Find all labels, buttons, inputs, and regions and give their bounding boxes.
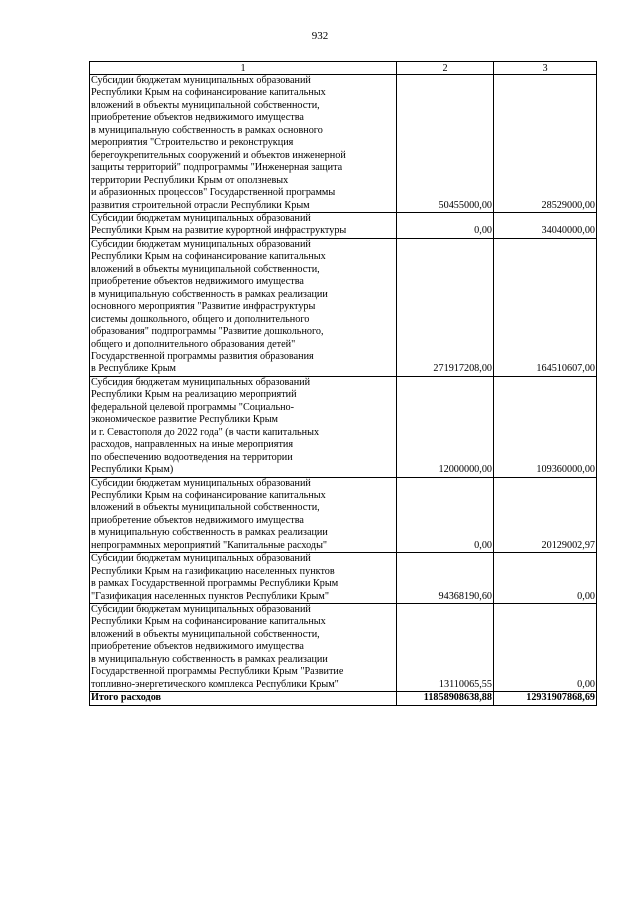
table-row [90, 477, 597, 553]
row-description: Субсидии бюджетам муниципальных образований Республики Крым на софинансирование капитальных вложений в объекты муниципальной собственности, приобретение объектов недвижимого имущества в муниципальную собственность в рамках реализации Государственной программы Республики Крым "Развитие топливно-энергетического комплекса Республики Крым" [90, 604, 397, 692]
row-amount-col3: 0,00 [494, 604, 597, 692]
column-header-2: 2 [397, 62, 494, 75]
row-amount-col2: 13110065,55 [397, 604, 494, 692]
row-amount-col3: 20129002,97 [494, 477, 597, 553]
row-description: Субсидия бюджетам муниципальных образований Республики Крым на реализацию мероприятий федеральной целевой программы "Социально- экономическое развитие Республики Крым и г. Севастополя до 2022 года" (в части капитальных расходов, направленных на иные мероприятия по обеспечению водоотведения на территории Республики Крым) [90, 376, 397, 477]
table-row [90, 75, 597, 213]
total-amount-col3: 12931907868,69 [494, 692, 597, 705]
row-amount-col3: 164510607,00 [494, 238, 597, 376]
row-amount-col3: 28529000,00 [494, 75, 597, 213]
table-row [90, 604, 597, 692]
total-row [90, 692, 597, 705]
total-amount-col2: 11858908638,88 [397, 692, 494, 705]
page-number: 932 [311, 30, 329, 42]
table-row [90, 212, 597, 238]
row-amount-col2: 0,00 [397, 212, 494, 238]
row-amount-col2: 94368190,60 [397, 553, 494, 604]
row-description: Субсидии бюджетам муниципальных образований Республики Крым на софинансирование капитальных вложений в объекты муниципальной собственности, приобретение объектов недвижимого имущества в муниципальную собственность в рамках реализации основного мероприятия "Развитие инфраструктуры системы дошкольного, общего и дополнительного образования" подпрограммы "Развитие дошкольного, общего и дополнительного образования детей" Государственной программы развития образования в Республике Крым [90, 238, 397, 376]
budget-table [89, 61, 597, 706]
row-amount-col2: 12000000,00 [397, 376, 494, 477]
total-label: Итого расходов [90, 692, 397, 705]
table-header-row [90, 62, 597, 75]
column-header-1: 1 [90, 62, 397, 75]
table-row [90, 238, 597, 376]
row-amount-col3: 34040000,00 [494, 212, 597, 238]
row-amount-col3: 109360000,00 [494, 376, 597, 477]
row-description: Субсидии бюджетам муниципальных образований Республики Крым на софинансирование капитальных вложений в объекты муниципальной собственности, приобретение объектов недвижимого имущества в муниципальную собственность в рамках реализации непрограммных мероприятий "Капитальные расходы" [90, 477, 397, 553]
row-amount-col3: 0,00 [494, 553, 597, 604]
row-description: Субсидии бюджетам муниципальных образований Республики Крым на газификацию населенных пунктов в рамках Государственной программы Республики Крым "Газификация населенных пунктов Республики Крым" [90, 553, 397, 604]
row-description: Субсидии бюджетам муниципальных образований Республики Крым на софинансирование капитальных вложений в объекты муниципальной собственности, приобретение объектов недвижимого имущества в муниципальную собственность в рамках основного мероприятия "Строительство и реконструкция берегоукрепительных сооружений и объектов инженерной защиты территорий" подпрограммы "Инженерная защита территории Республики Крым от оползневых и абразионных процессов" Государственной программы развития строительной отрасли Республики Крым [90, 75, 397, 213]
row-description: Субсидии бюджетам муниципальных образований Республики Крым на развитие курортной инфраструктуры [90, 212, 397, 238]
row-amount-col2: 271917208,00 [397, 238, 494, 376]
row-amount-col2: 50455000,00 [397, 75, 494, 213]
row-amount-col2: 0,00 [397, 477, 494, 553]
table-row [90, 376, 597, 477]
column-header-3: 3 [494, 62, 597, 75]
table-row [90, 553, 597, 604]
